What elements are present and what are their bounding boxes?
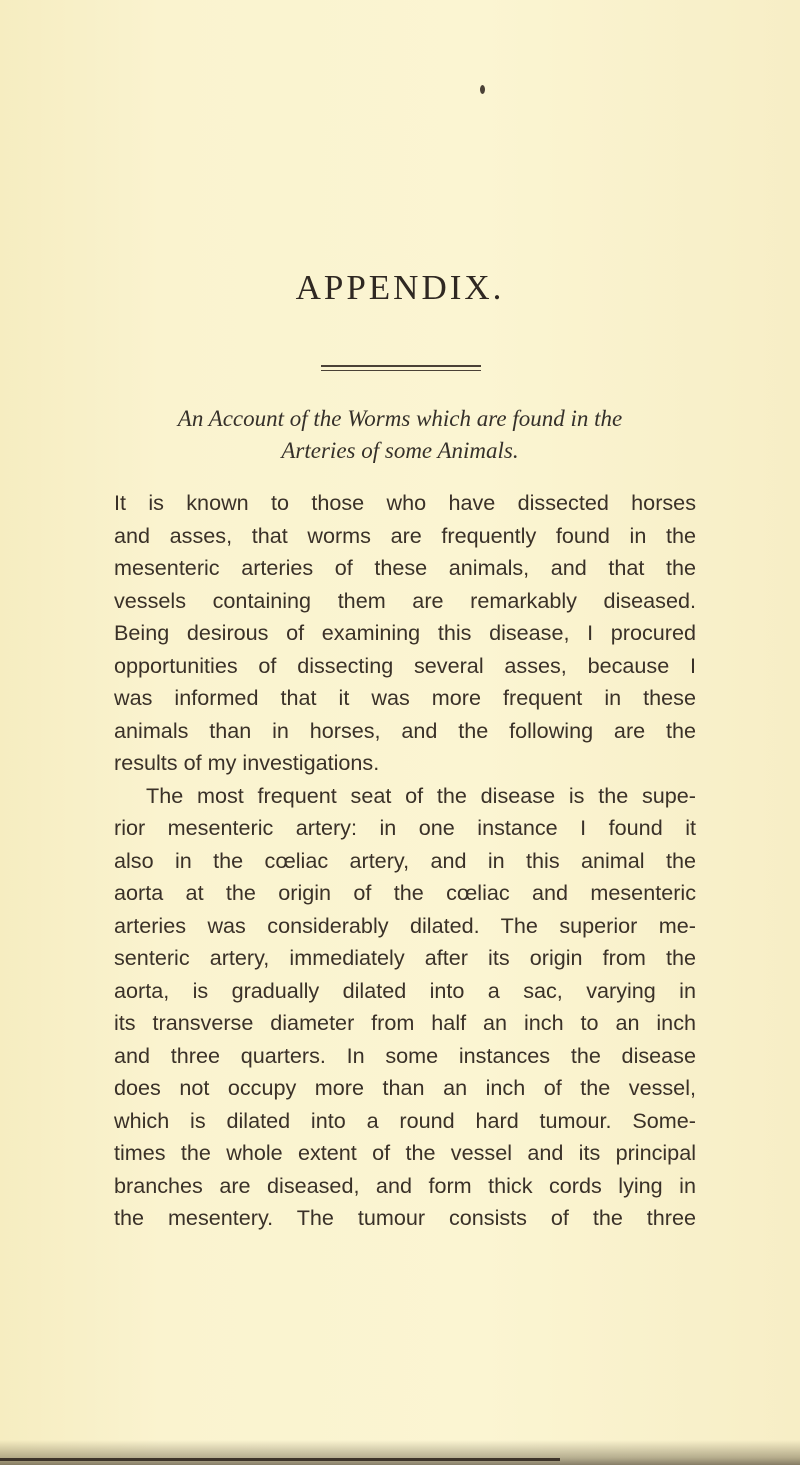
text-line: arteries was considerably dilated. The superior me-: [114, 912, 696, 938]
text-line: its transverse diameter from half an inch to an inch: [114, 1010, 696, 1035]
text-line: aorta, is gradually dilated into a sac, varying in: [114, 977, 696, 1003]
body-text: [114, 487, 696, 1235]
title-rule-thick: [321, 365, 481, 367]
title-rule-thin: [321, 370, 481, 371]
text-line: also in the cœliac artery, and in this animal the: [114, 847, 696, 873]
text-line: senteric artery, immediately after its origin from the: [114, 945, 696, 970]
page-title: APPENDIX.: [295, 268, 505, 307]
text-line: aorta at the origin of the cœliac and mesenteric: [114, 880, 696, 905]
text-line: and three quarters. In some instances the disease: [114, 1042, 696, 1068]
text-line: The most frequent seat of the disease is the supe-: [146, 782, 696, 808]
text-line: opportunities of dissecting several asses, because I: [114, 652, 696, 678]
subtitle-line-1: An Account of the Worms which are found in the: [177, 406, 623, 431]
text-line: and asses, that worms are frequently found in the: [114, 522, 696, 548]
paragraph-2: [114, 780, 696, 1235]
section-subtitle: [0, 403, 800, 467]
subtitle-line-2: Arteries of some Animals.: [281, 438, 519, 463]
text-line: results of my investigations.: [114, 750, 380, 775]
page-bottom-edge: [0, 1458, 560, 1461]
text-line: mesenteric arteries of these animals, and that the: [114, 555, 696, 580]
paragraph-1: [114, 487, 696, 780]
text-line: does not occupy more than an inch of the vessel,: [114, 1075, 696, 1100]
text-line: vessels containing them are remarkably diseased.: [114, 587, 696, 613]
ink-mark: [480, 85, 485, 94]
text-line: rior mesenteric artery: in one instance I found it: [114, 815, 696, 840]
text-line: animals than in horses, and the following are the: [114, 717, 696, 743]
text-line: the mesentery. The tumour consists of the three: [114, 1205, 696, 1230]
text-line: branches are diseased, and form thick cords lying in: [114, 1172, 696, 1198]
text-line: It is known to those who have dissected horses: [114, 490, 696, 515]
text-line: was informed that it was more frequent in these: [114, 685, 696, 710]
page-bottom-shadow: [0, 1440, 800, 1465]
text-line: times the whole extent of the vessel and its principal: [114, 1140, 696, 1165]
text-line: which is dilated into a round hard tumour. Some-: [114, 1107, 696, 1133]
text-line: Being desirous of examining this disease, I procured: [114, 620, 696, 645]
